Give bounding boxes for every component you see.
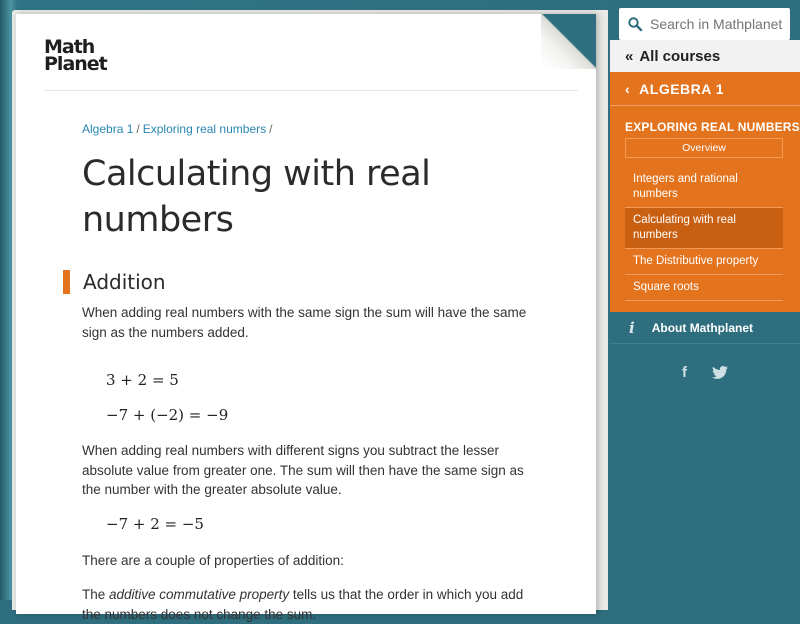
overview-link[interactable]: Overview: [625, 138, 783, 158]
emphasized-term: additive commutative property: [109, 587, 290, 602]
page-curl: [541, 14, 596, 69]
all-courses-label: All courses: [639, 47, 721, 65]
lesson-item-calculating-with-real-numbers[interactable]: Calculating with real numbers: [625, 208, 783, 249]
course-link[interactable]: [610, 72, 800, 106]
paragraph: When adding real numbers with the same sign the sum will have the same sign as the numbers added.: [82, 305, 527, 340]
about-link[interactable]: [610, 312, 800, 344]
lesson-list: [625, 167, 783, 301]
lesson-item-distributive-property[interactable]: The Distributive property: [625, 249, 783, 275]
search-box[interactable]: [619, 8, 790, 40]
section-heading: [63, 270, 166, 294]
paragraph: There are a couple of properties of addition:: [82, 553, 344, 568]
chapter-title: EXPLORING REAL NUMBERS: [625, 120, 800, 134]
mathplanet-logo[interactable]: [44, 36, 114, 79]
breadcrumb: [82, 122, 275, 136]
paragraph-text: The: [82, 587, 110, 602]
paragraph: [82, 585, 532, 624]
section-accent-bar: [63, 270, 70, 294]
twitter-icon[interactable]: [712, 366, 728, 379]
equation: 3 + 2 = 5: [106, 371, 179, 389]
course-navigation: [610, 72, 800, 312]
breadcrumb-link-exploring-real-numbers[interactable]: Exploring real numbers: [142, 122, 267, 136]
logo-line-2: Planet: [44, 53, 107, 75]
article-body: [82, 303, 532, 622]
breadcrumb-separator: /: [269, 122, 273, 136]
search-icon[interactable]: [628, 17, 642, 31]
paragraph-text: tells us that the order in which you add the numbers does not change the sum.: [82, 587, 524, 622]
breadcrumb-link-algebra-1[interactable]: Algebra 1: [82, 122, 134, 136]
content-page: [16, 14, 596, 622]
lesson-item-square-roots[interactable]: Square roots: [625, 275, 783, 301]
chevron-left-icon: ‹: [625, 80, 631, 97]
paragraph: When adding real numbers with different signs you subtract the lesser absolute value from greater one. The sum will then have the same sign as the number with the greater absolute value.: [82, 443, 524, 497]
lesson-item-integers-and-rational-numbers[interactable]: Integers and rational numbers: [625, 167, 783, 208]
social-links: [682, 364, 728, 381]
search-input[interactable]: [650, 16, 790, 32]
course-label: ALGEBRA 1: [639, 80, 725, 97]
all-courses-link[interactable]: [610, 40, 800, 72]
sidebar: [610, 0, 800, 600]
section-title: Addition: [83, 270, 166, 294]
facebook-icon[interactable]: f: [682, 364, 687, 381]
info-icon: i: [629, 318, 635, 337]
logo-line-1: Math: [44, 36, 95, 58]
breadcrumb-separator: /: [136, 122, 140, 136]
divider: [44, 90, 578, 91]
equation: −7 + 2 = −5: [106, 515, 204, 533]
about-label: About Mathplanet: [651, 320, 754, 335]
double-chevron-left-icon: «: [625, 47, 634, 65]
page-title: Calculating with real numbers: [82, 154, 431, 240]
equation: −7 + (−2) = −9: [106, 406, 229, 424]
